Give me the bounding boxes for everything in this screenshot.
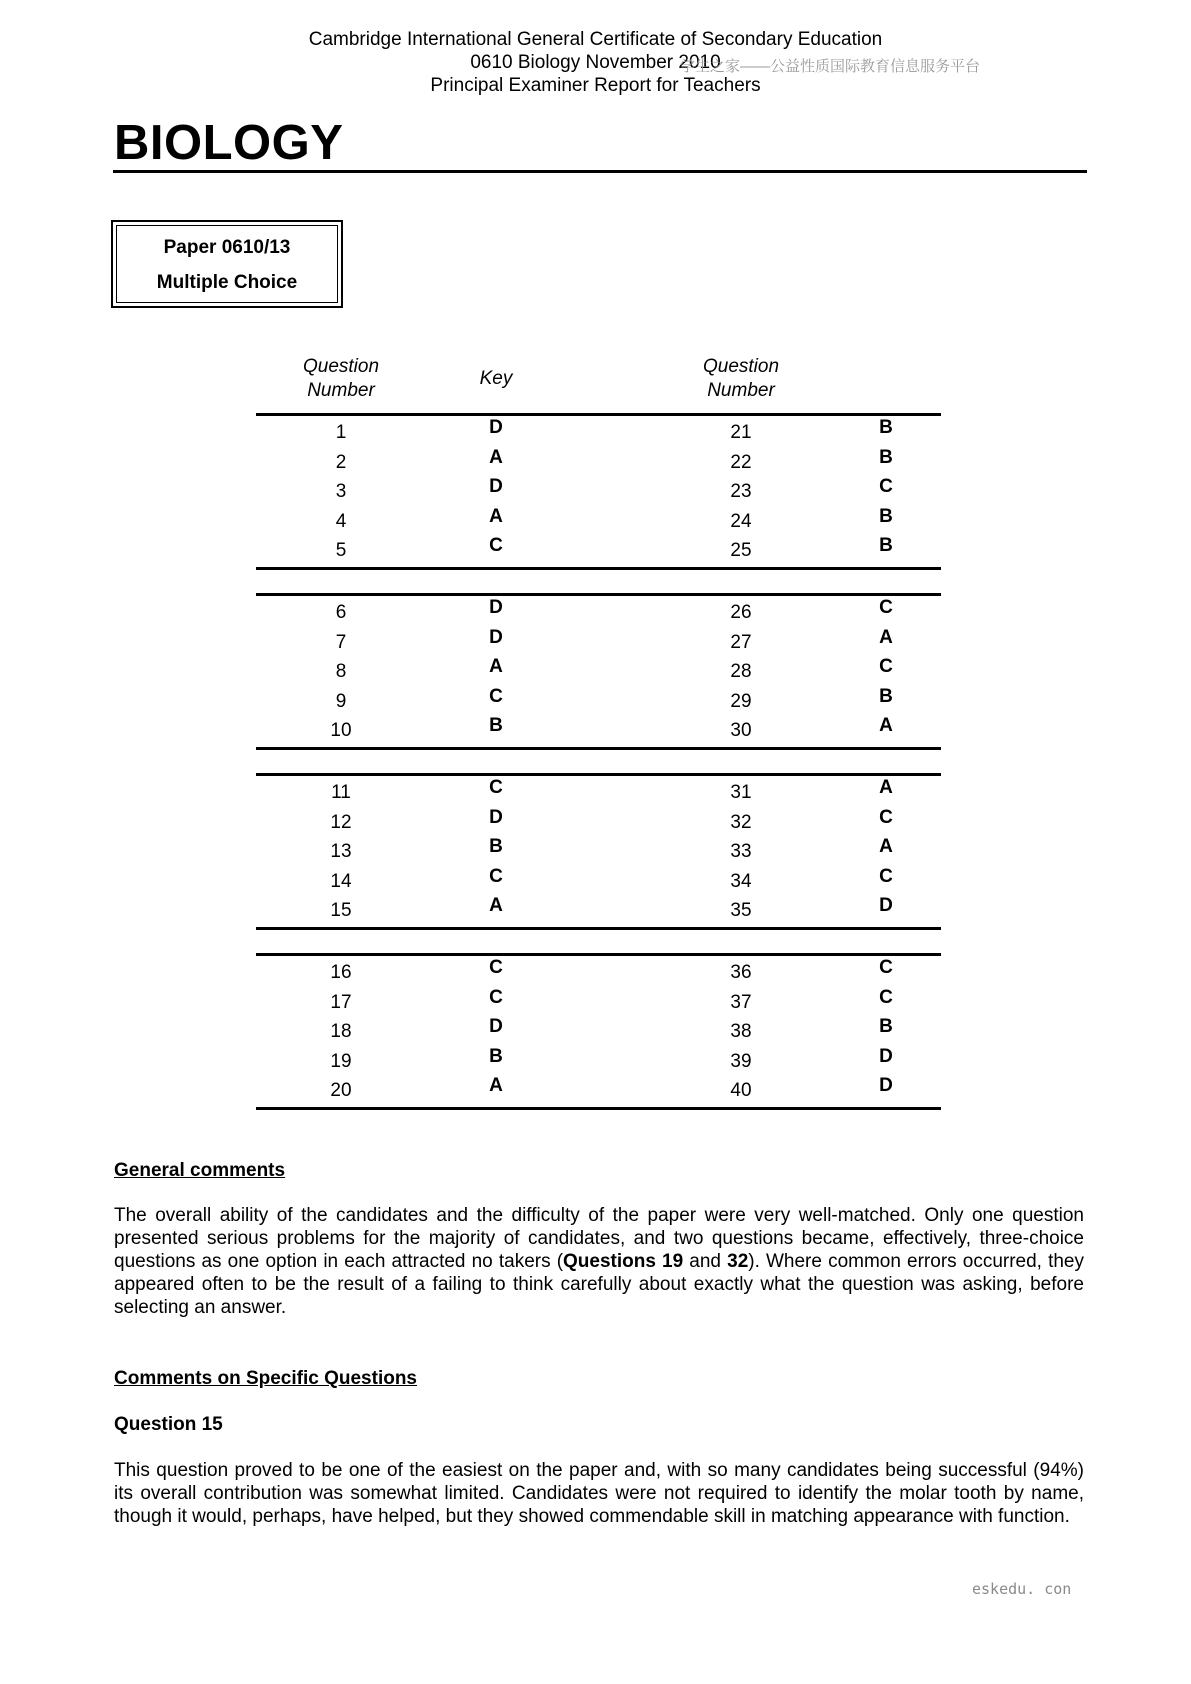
question-number-right: 31 (730, 782, 752, 803)
question-15-paragraph: This question proved to be one of the easiest on the paper and, with so many candidates being successful (94%) its overall contribution was somewhat limited. Candidates were not required to identify the molar tooth by name, though it would, perhaps, have helped, but they showed commendable skill in matching appearance with function. (114, 1460, 1084, 1527)
answer-key-right: A (879, 836, 893, 857)
question-number-left: 17 (330, 991, 352, 1013)
table-row (256, 627, 941, 655)
answer-key-right: B (879, 535, 893, 556)
question-number-left: 18 (330, 1021, 352, 1042)
question-number-right: 29 (730, 690, 752, 712)
answer-key-left: A (489, 446, 503, 468)
table-row (256, 656, 941, 684)
answer-key-left: B (489, 836, 503, 857)
question-number-left: 14 (330, 870, 352, 892)
question-number-left: 5 (335, 540, 347, 561)
answer-key-right: D (879, 895, 893, 916)
table-rule-bottom (256, 747, 941, 750)
paper-type: Multiple Choice (156, 272, 298, 293)
footer-watermark: eskedu. con (972, 1580, 1072, 1598)
question-number-left: 13 (330, 841, 352, 862)
answer-key-right: A (879, 715, 893, 736)
answer-key-left: C (489, 957, 503, 978)
answer-key-right: A (879, 777, 893, 798)
answer-key-left: C (489, 777, 503, 798)
answer-key-right: B (879, 1016, 893, 1037)
question-number-right: 27 (730, 631, 752, 653)
header-line-1: Cambridge International General Certificate of Secondary Education (308, 29, 883, 50)
question-number-right: 28 (730, 661, 752, 682)
question-number-right: 30 (730, 720, 752, 741)
question-number-right: 21 (730, 422, 752, 443)
table-row (256, 1016, 941, 1044)
table-rule-bottom (256, 927, 941, 930)
question-number-right: 37 (730, 991, 752, 1013)
question-15-heading: Question 15 (114, 1414, 223, 1435)
question-number-left: 15 (330, 900, 352, 921)
answer-key-right: C (879, 806, 893, 828)
answer-key-right: C (879, 476, 893, 497)
answer-key-right: A (879, 626, 893, 648)
question-number-right: 40 (730, 1080, 752, 1101)
table-rule-top (256, 413, 941, 416)
answer-key-right: C (879, 865, 893, 887)
answer-key-right: D (879, 1045, 893, 1067)
question-number-left: 8 (335, 661, 347, 682)
general-comments-heading: General comments (114, 1160, 286, 1181)
answer-key-left: D (489, 597, 503, 618)
subject-rule (113, 170, 1087, 173)
question-number-left: 16 (330, 962, 352, 983)
question-number-right: 33 (730, 841, 752, 862)
answer-key-left: C (489, 986, 503, 1008)
general-comments-text-1: The overall ability of the candidates and the difficulty of the paper were very well-matched. Only one question presented serious problems for the majority of candidates, and two questions became, effectively, three-choice questions as one option in each attracted no takers ( (114, 1205, 1084, 1272)
answer-key-left: D (489, 1016, 503, 1037)
answer-key-right: B (879, 446, 893, 468)
table-row (256, 506, 941, 534)
table-row (256, 957, 941, 985)
table-row (256, 836, 941, 864)
answer-key-right: B (879, 685, 893, 707)
answer-key-right: B (879, 417, 893, 438)
question-number-left: 12 (330, 811, 352, 833)
question-number-left: 4 (335, 510, 347, 532)
answer-key-left: D (489, 806, 503, 828)
table-row (256, 987, 941, 1015)
answer-key-left: C (489, 865, 503, 887)
answer-key-right: C (879, 957, 893, 978)
table-rule-bottom (256, 1107, 941, 1110)
answer-key-right: C (879, 656, 893, 677)
answer-key-left: D (489, 626, 503, 648)
question-number-right: 24 (730, 510, 752, 532)
table-row (256, 476, 941, 504)
table-row (256, 597, 941, 625)
question-number-left: 19 (330, 1050, 352, 1072)
question-number-right: 32 (730, 811, 752, 833)
answer-key-table (256, 355, 941, 1115)
answer-key-right: C (879, 597, 893, 618)
paper-box-inner (116, 225, 338, 303)
question-number-right: 38 (730, 1021, 752, 1042)
general-comments-bold-2: 32 (727, 1251, 749, 1272)
table-rule-top (256, 773, 941, 776)
table-row (256, 1046, 941, 1074)
question-number-right: 26 (730, 602, 752, 623)
question-number-left: 6 (335, 602, 347, 623)
answer-key-left: A (489, 505, 503, 527)
answer-key-left: A (489, 1075, 503, 1096)
question-number-left: 3 (335, 481, 347, 502)
table-row (256, 447, 941, 475)
question-number-right: 39 (730, 1050, 752, 1072)
header-question-number-left: Question Number (302, 356, 380, 401)
table-rule-top (256, 593, 941, 596)
question-number-left: 11 (331, 782, 351, 803)
question-number-left: 1 (335, 422, 347, 443)
table-rule-bottom (256, 567, 941, 570)
question-number-right: 36 (730, 962, 752, 983)
subject-title: BIOLOGY (114, 116, 344, 170)
specific-comments-heading: Comments on Specific Questions (114, 1368, 417, 1389)
general-comments-bold-1: Questions 19 (563, 1251, 684, 1272)
question-number-right: 22 (730, 451, 752, 473)
table-row (256, 535, 941, 563)
general-comments-paragraph (114, 1204, 1084, 1319)
table-row (256, 866, 941, 894)
question-number-right: 34 (730, 870, 752, 892)
general-comments-and: and (683, 1251, 728, 1272)
header-question-number-right: Question Number (702, 356, 780, 401)
header-line-2: 0610 Biology November 2010 (470, 52, 721, 73)
question-number-right: 35 (730, 900, 752, 921)
answer-key-right: C (879, 986, 893, 1008)
answer-key-left: D (489, 476, 503, 497)
answer-key-left: B (489, 1045, 503, 1067)
question-number-left: 10 (330, 720, 352, 741)
paper-box (111, 220, 343, 308)
table-row (256, 807, 941, 835)
paper-code: Paper 0610/13 (163, 237, 291, 258)
header-line-3: Principal Examiner Report for Teachers (430, 75, 761, 96)
table-row (256, 895, 941, 923)
table-row (256, 1075, 941, 1103)
answer-key-right: B (879, 505, 893, 527)
answer-key-left: A (489, 895, 503, 916)
question-number-left: 2 (335, 451, 347, 473)
answer-key-right: D (879, 1075, 893, 1096)
question-number-right: 23 (730, 481, 752, 502)
answer-key-left: B (489, 715, 503, 736)
header-watermark: 学生之家——公益性质国际教育信息服务平台 (680, 58, 981, 75)
question-number-right: 25 (730, 540, 752, 561)
header-key: Key (479, 368, 513, 389)
question-number-left: 7 (335, 631, 347, 653)
answer-key-left: C (489, 685, 503, 707)
table-row (256, 686, 941, 714)
general-comments-text-end: ). Where common errors occurred, they appeared often to be the result of a failing to think carefully about exactly what the question was asking, before selecting an answer. (114, 1251, 1084, 1318)
table-rule-top (256, 953, 941, 956)
answer-key-left: C (489, 535, 503, 556)
table-row (256, 417, 941, 445)
table-row (256, 715, 941, 743)
table-row (256, 777, 941, 805)
answer-key-left: D (489, 417, 503, 438)
question-number-left: 20 (330, 1080, 352, 1101)
answer-key-left: A (489, 656, 503, 677)
question-number-left: 9 (335, 690, 347, 712)
